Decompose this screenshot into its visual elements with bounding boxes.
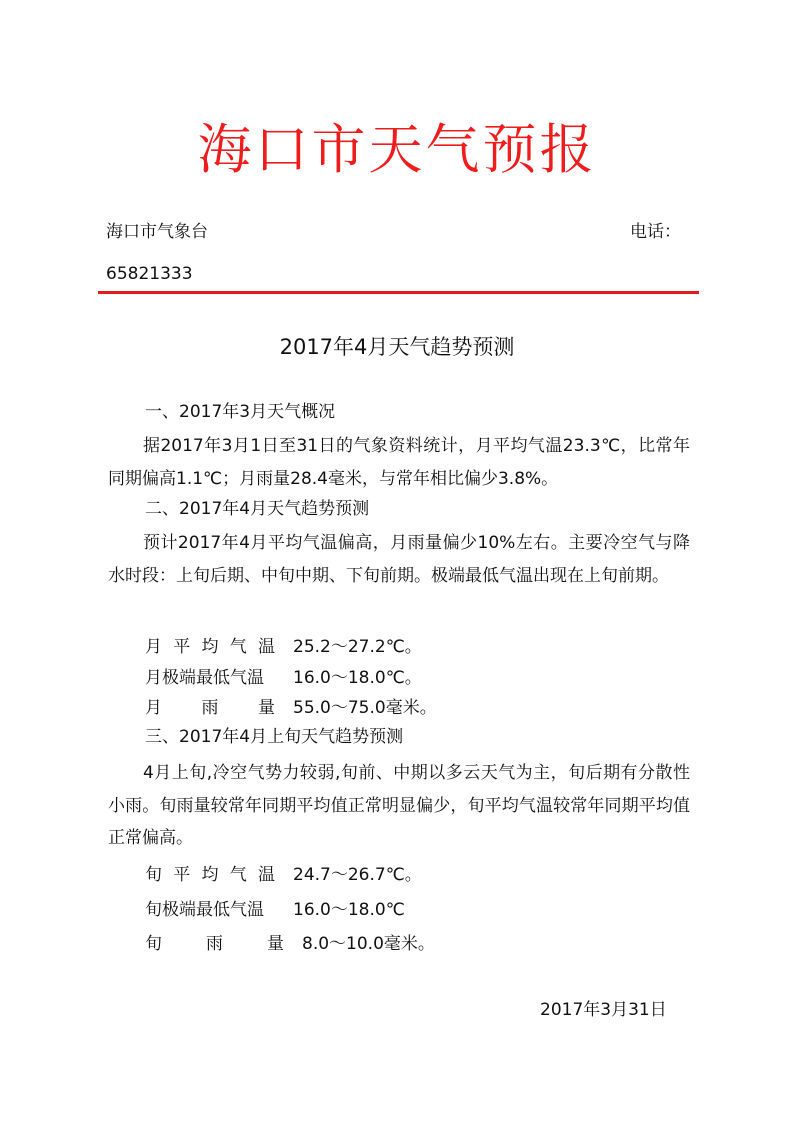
stat-value: 24.7～26.7℃。 xyxy=(293,865,422,885)
stat-label: 月雨量 xyxy=(145,698,275,718)
section-2-heading: 二、2017年4月天气趋势预测 xyxy=(145,499,370,519)
header-divider xyxy=(98,291,699,294)
stat-row xyxy=(145,635,422,659)
stat-row xyxy=(145,932,435,956)
stat-label: 旬极端最低气温 xyxy=(145,900,264,920)
stat-row xyxy=(145,898,405,922)
stat-row xyxy=(145,863,422,887)
stat-label: 旬雨量 xyxy=(145,934,284,954)
stat-label: 月极端最低气温 xyxy=(145,668,264,688)
section-2-body: 预计2017年4月平均气温偏高，月雨量偏少10%左右。主要冷空气与降水时段：上旬后期、中旬中期、下旬前期。极端最低气温出现在上旬前期。 xyxy=(108,533,690,586)
section-3-heading: 三、2017年4月上旬天气趋势预测 xyxy=(145,727,404,747)
section-3-body: 4月上旬,冷空气势力较弱,旬前、中期以多云天气为主，旬后期有分散性小雨。旬雨量较常年同期平均值正常明显偏少，旬平均气温较常年同期平均值正常偏高。 xyxy=(108,763,690,848)
agency-name: 海口市气象台 xyxy=(106,222,208,242)
stat-value: 16.0～18.0℃ xyxy=(293,900,405,920)
phone-number: 65821333 xyxy=(106,264,193,284)
phone-label: 电话： xyxy=(630,222,681,242)
stat-value: 8.0～10.0毫米。 xyxy=(302,934,435,954)
masthead-title: 海口市天气预报 xyxy=(197,118,597,181)
document-title: 2017年4月天气趋势预测 xyxy=(279,335,515,359)
section-1-body: 据2017年3月1日至31日的气象资料统计，月平均气温23.3℃，比常年同期偏高1.1℃；月雨量28.4毫米，与常年相比偏少3.8%。 xyxy=(108,436,690,489)
stat-label: 月平均气温 xyxy=(145,637,275,657)
stat-label: 旬平均气温 xyxy=(145,865,275,885)
stat-value: 55.0～75.0毫米。 xyxy=(293,698,437,718)
stat-row xyxy=(145,696,437,720)
stat-value: 16.0～18.0℃。 xyxy=(293,668,422,688)
stat-row xyxy=(145,666,422,690)
issue-date: 2017年3月31日 xyxy=(540,1000,667,1020)
section-1-heading: 一、2017年3月天气概况 xyxy=(145,402,336,422)
stat-value: 25.2～27.2℃。 xyxy=(293,637,422,657)
